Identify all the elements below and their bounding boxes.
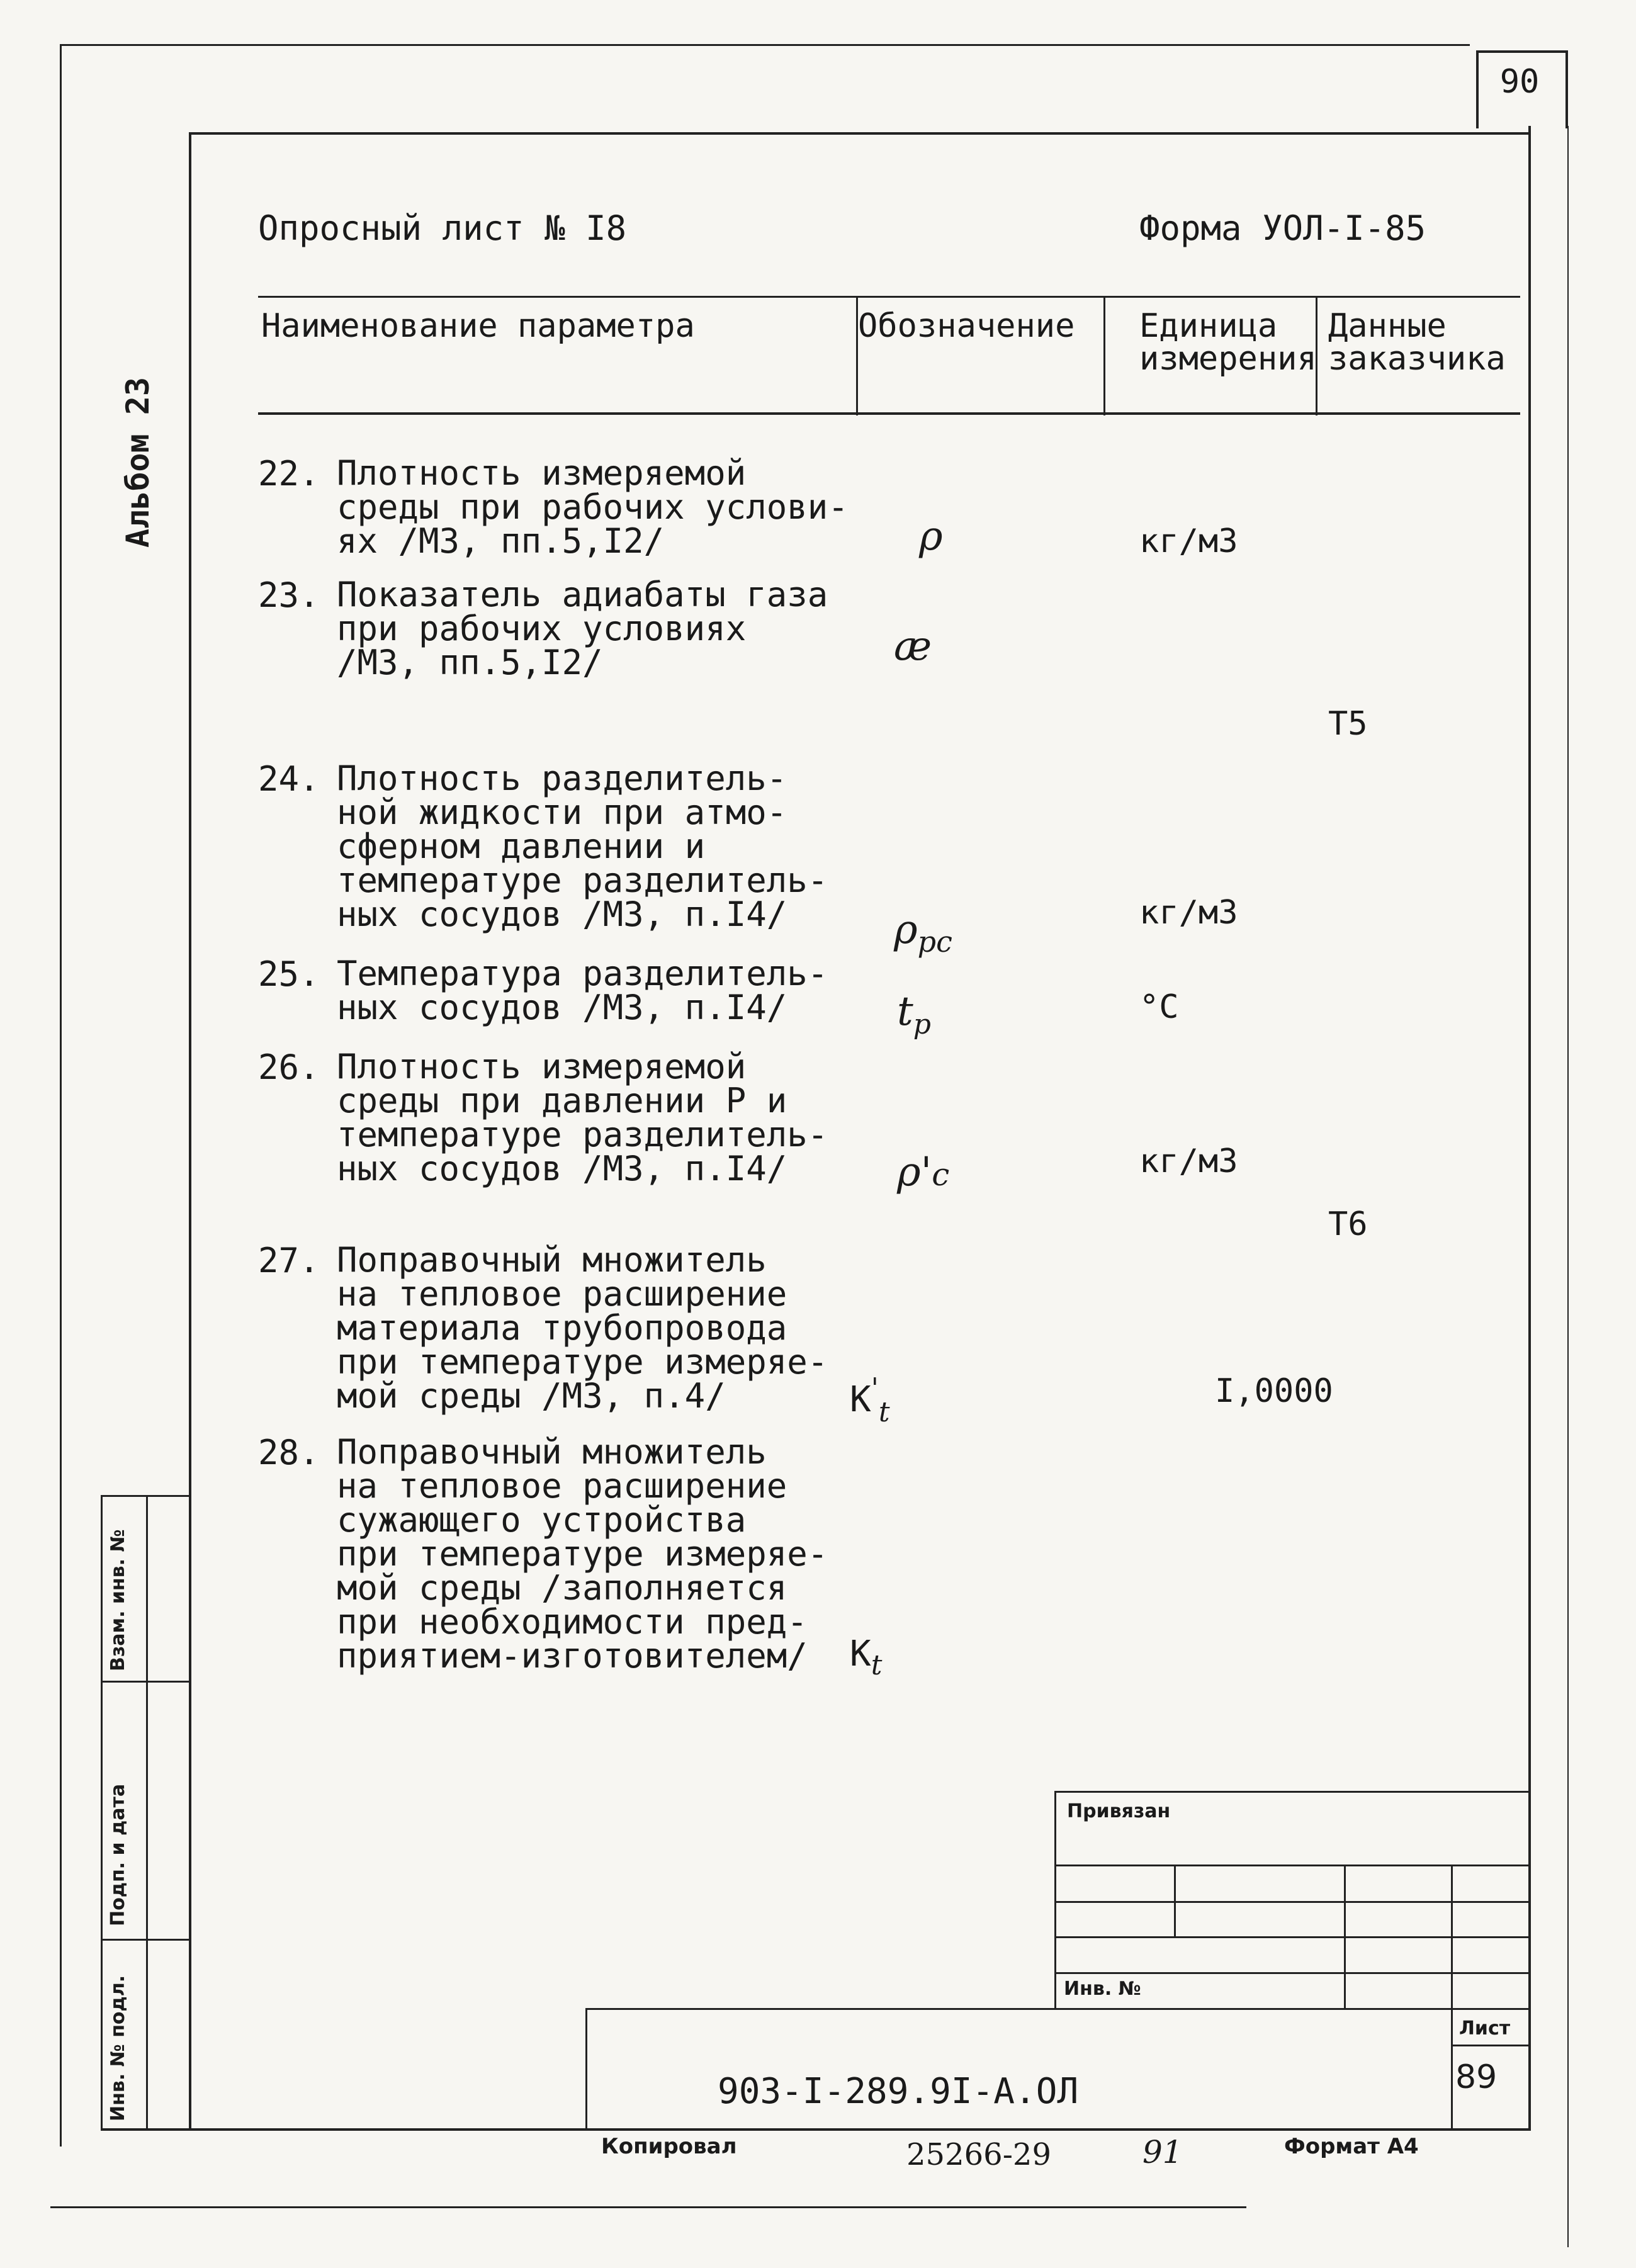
row-25-line-1: Температура разделитель- — [337, 954, 828, 993]
row-27-symbol — [850, 1372, 890, 1428]
row-28-line-4: при температуре измеряе- — [337, 1534, 828, 1574]
row-23-line-2: при рабочих условиях — [337, 609, 747, 648]
sheet-label: Лист — [1459, 2017, 1511, 2040]
row-27-symbol-sub: t — [878, 1396, 890, 1428]
outer-top-edge — [60, 44, 1470, 46]
titlebar-left — [585, 2008, 587, 2131]
row-27-value: I,0000 — [1215, 1372, 1333, 1410]
row-24-symbol-sub: рс — [917, 925, 952, 959]
row-28-line-3: сужающего устройства — [337, 1500, 747, 1540]
row-27-line-4: при температуре измеряе- — [337, 1342, 828, 1382]
col-header-unit-2: измерения — [1139, 340, 1317, 378]
row-26-line-1: Плотность измеряемой — [337, 1047, 747, 1086]
side-strip-div-2 — [101, 1939, 190, 1941]
frame-left — [189, 132, 191, 2131]
frame-bottom — [101, 2128, 1531, 2131]
row-26-line-2: среды при давлении Р и — [337, 1081, 787, 1120]
table-header-bottom — [258, 412, 1520, 415]
right-trim-line — [1567, 126, 1569, 2247]
row-27-symbol-sup: ' — [871, 1372, 879, 1404]
stamp-inv-label: Инв. № — [1064, 1978, 1141, 2000]
row-25-line-2: ных сосудов /МЗ, п.I4/ — [337, 988, 787, 1027]
row-24-line-3: сферном давлении и — [337, 827, 706, 866]
form-code: Форма УОЛ-I-85 — [1139, 208, 1426, 248]
marker-t6: Т6 — [1328, 1205, 1368, 1243]
stamp-row-1 — [1054, 1865, 1530, 1866]
stamp-row-4 — [1054, 1972, 1530, 1974]
row-28-symbol — [850, 1633, 882, 1681]
row-23-symbol: æ — [894, 623, 932, 670]
row-28-symbol-main: К — [850, 1633, 871, 1674]
row-28-line-5: мой среды /заполняется — [337, 1568, 787, 1608]
stamp-row-2 — [1054, 1901, 1530, 1903]
row-26-line-3: температуре разделитель- — [337, 1115, 828, 1154]
row-26-number: 26. — [258, 1047, 320, 1087]
row-26-symbol-sub: с — [932, 1156, 950, 1193]
row-28-line-7: приятием-изготовителем/ — [337, 1636, 808, 1676]
row-24-line-2: ной жидкости при атмо- — [337, 793, 787, 832]
row-23-line-1: Показатель адиабаты газа — [337, 575, 828, 614]
row-28-line-6: при необходимости пред- — [337, 1602, 808, 1642]
stamp-top — [1054, 1791, 1530, 1793]
page-number: 90 — [1499, 63, 1540, 101]
titlebar-sheet-div — [1451, 2045, 1530, 2046]
stamp-row-3 — [1054, 1936, 1530, 1938]
side-label-inv-podl: Инв. № подл. — [107, 1975, 129, 2121]
row-24-unit: кг/м3 — [1139, 894, 1238, 932]
row-23-line-3: /МЗ, пп.5,I2/ — [337, 643, 603, 682]
row-25-symbol-main: t — [897, 988, 913, 1035]
stamp-left — [1054, 1791, 1056, 2008]
row-28-line-1: Поправочный множитель — [337, 1432, 767, 1472]
table-header-top — [258, 296, 1520, 298]
frame-top — [189, 132, 1530, 135]
stamp-bound-label: Привязан — [1067, 1800, 1171, 1822]
row-26-symbol — [897, 1149, 949, 1195]
marker-t5: Т5 — [1328, 705, 1368, 743]
stamp-col-2 — [1344, 1865, 1346, 2009]
row-22-line-1: Плотность измеряемой — [337, 453, 747, 493]
outer-left-edge — [60, 44, 62, 2147]
col-header-name: Наименование параметра — [261, 307, 695, 345]
col-header-data-2: заказчика — [1328, 340, 1506, 378]
footer-copied: Копировал — [601, 2134, 737, 2159]
stamp-col-1 — [1174, 1865, 1176, 1937]
col-header-symbol: Обозначение — [858, 307, 1075, 345]
row-27-line-2: на тепловое расширение — [337, 1274, 787, 1314]
row-25-symbol — [897, 988, 931, 1041]
document-code: 903-I-289.9I-А.ОЛ — [718, 2071, 1079, 2112]
questionnaire-title: Опросный лист № I8 — [258, 208, 627, 248]
row-27-line-1: Поправочный множитель — [337, 1240, 767, 1280]
row-24-line-1: Плотность разделитель- — [337, 759, 787, 798]
row-27-line-5: мой среды /МЗ, п.4/ — [337, 1376, 726, 1416]
side-strip-div-1 — [101, 1681, 190, 1683]
footer-format: Формат А4 — [1284, 2134, 1419, 2159]
row-25-unit: °С — [1139, 988, 1179, 1026]
row-24-line-4: температуре разделитель- — [337, 860, 828, 900]
row-22-symbol: ρ — [919, 513, 943, 560]
row-22-line-3: ях /МЗ, пп.5,I2/ — [337, 521, 665, 561]
row-22-unit: кг/м3 — [1139, 522, 1238, 560]
row-26-symbol-main: ρ' — [897, 1149, 932, 1195]
titlebar-top — [585, 2008, 1530, 2010]
sheet-number: 89 — [1455, 2058, 1498, 2096]
side-strip-top — [101, 1495, 190, 1497]
row-25-symbol-sub: р — [913, 1008, 931, 1041]
row-28-symbol-sub: t — [871, 1649, 883, 1681]
col-header-data-1: Данные — [1328, 307, 1447, 345]
col-header-unit-1: Единица — [1139, 307, 1278, 345]
row-28-number: 28. — [258, 1433, 320, 1472]
row-24-symbol — [894, 906, 952, 959]
row-26-unit: кг/м3 — [1139, 1142, 1238, 1180]
bottom-trim-line — [50, 2206, 1246, 2208]
side-strip-left — [101, 1495, 103, 2131]
side-label-podp: Подп. и дата — [107, 1783, 129, 1926]
row-27-line-3: материала трубопровода — [337, 1308, 787, 1348]
side-strip-inner — [146, 1495, 148, 2131]
stamp-col-3 — [1451, 1865, 1453, 2129]
row-24-number: 24. — [258, 759, 320, 799]
row-26-line-4: ных сосудов /МЗ, п.I4/ — [337, 1149, 787, 1188]
row-25-number: 25. — [258, 954, 320, 994]
row-24-line-5: ных сосудов /МЗ, п.I4/ — [337, 894, 787, 934]
col-divider-2 — [1103, 296, 1105, 415]
row-27-symbol-main: К — [850, 1379, 871, 1420]
row-22-line-2: среды при рабочих услови- — [337, 487, 849, 527]
frame-right — [1528, 126, 1531, 2131]
row-22-number: 22. — [258, 454, 320, 494]
row-23-number: 23. — [258, 575, 320, 615]
row-28-line-2: на тепловое расширение — [337, 1466, 787, 1506]
row-24-symbol-main: ρ — [894, 906, 918, 953]
row-27-number: 27. — [258, 1241, 320, 1280]
album-label: Альбом 23 — [120, 377, 156, 548]
footer-handwritten: 91 — [1142, 2134, 1183, 2170]
footer-number: 25266-29 — [906, 2137, 1051, 2172]
side-label-vzam: Взам. инв. № — [107, 1529, 129, 1671]
